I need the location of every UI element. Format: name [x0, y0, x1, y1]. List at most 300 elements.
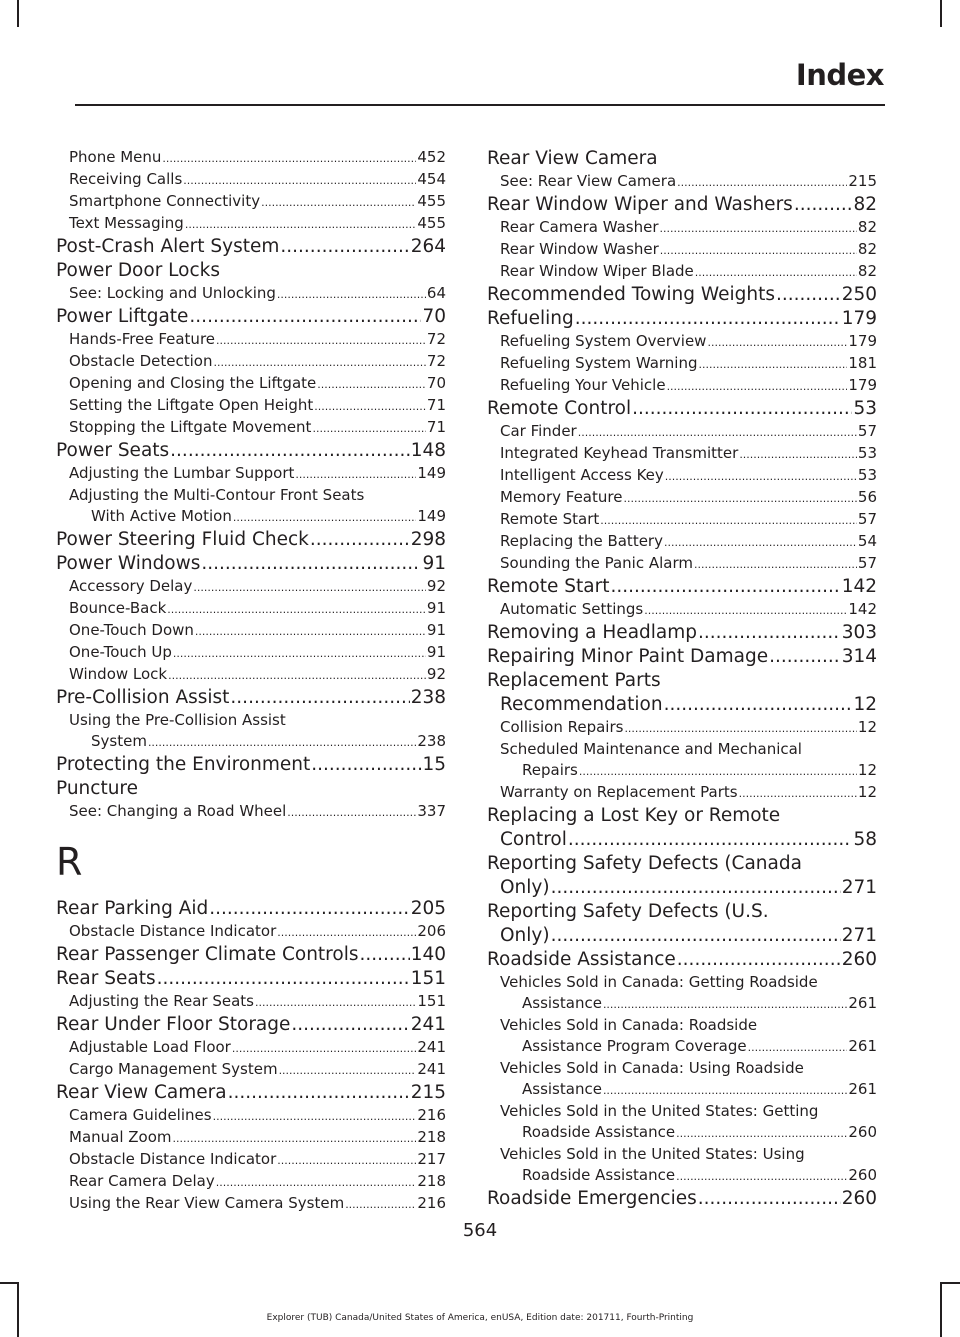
- dot-leader: [632, 397, 852, 421]
- entry-page-number: 91: [426, 599, 446, 617]
- footer-edition-text: Explorer (TUB) Canada/United States of America, enUSA, Edition date: 201711, Fourth-Printing: [266, 1313, 694, 1323]
- entry-text: Obstacle Distance Indicator: [69, 1150, 277, 1168]
- dot-leader: [551, 876, 841, 900]
- crop-mark-bottom-right-vertical: [940, 1282, 942, 1337]
- index-subentry: [56, 463, 446, 485]
- dot-leader: [279, 1060, 417, 1081]
- entry-page-number: 216: [417, 1194, 446, 1212]
- entry-text: Rear Passenger Climate Controls: [56, 944, 359, 965]
- dot-leader: [255, 992, 416, 1013]
- dot-leader: [707, 332, 847, 353]
- index-entry: [487, 645, 877, 669]
- index-subentry: [487, 171, 877, 193]
- page-number: 564: [462, 1220, 498, 1241]
- entry-page-number: 261: [848, 1037, 877, 1055]
- entry-text-continued: Roadside Assistance: [522, 1166, 676, 1184]
- entry-page-number: 271: [841, 925, 877, 946]
- dot-leader: [739, 783, 857, 804]
- entry-page-number: 149: [417, 507, 446, 525]
- entry-text: Vehicles Sold in the United States: Using: [500, 1145, 805, 1163]
- entry-text: Reporting Safety Defects (Canada: [487, 853, 802, 874]
- entry-page-number: 151: [417, 992, 446, 1010]
- entry-text: One-Touch Down: [69, 621, 194, 639]
- entry-text: Vehicles Sold in the United States: Getting: [500, 1102, 819, 1120]
- index-entry: [56, 753, 446, 777]
- dot-leader: [162, 148, 416, 169]
- dot-leader: [676, 1123, 847, 1144]
- index-subentry: [487, 972, 877, 1015]
- entry-text: One-Touch Up: [69, 643, 172, 661]
- entry-text-continued: Assistance: [522, 1080, 602, 1098]
- dot-leader: [699, 354, 848, 375]
- entry-text: Roadside Assistance: [487, 949, 676, 970]
- index-entry: [56, 528, 446, 552]
- entry-text: Manual Zoom: [69, 1128, 172, 1146]
- entry-page-number: 92: [426, 665, 446, 683]
- dot-leader: [277, 922, 416, 943]
- entry-page-number: 264: [410, 236, 446, 257]
- crop-mark-top-left-vertical: [17, 0, 19, 27]
- dot-leader: [277, 1150, 416, 1171]
- entry-text: Text Messaging: [69, 214, 184, 232]
- dot-leader: [312, 418, 425, 439]
- entry-text: Setting the Liftgate Open Height: [69, 396, 314, 414]
- page-title: Index: [795, 58, 884, 92]
- entry-page-number: 205: [410, 898, 446, 919]
- dot-leader: [345, 1194, 416, 1215]
- entry-text: Hands-Free Feature: [69, 330, 216, 348]
- entry-page-number: 57: [857, 422, 877, 440]
- dot-leader: [739, 444, 857, 465]
- index-subentry: [56, 373, 446, 395]
- entry-text-continued: Roadside Assistance: [522, 1123, 676, 1141]
- dot-leader: [698, 1187, 841, 1211]
- entry-text: Integrated Keyhead Transmitter: [500, 444, 739, 462]
- entry-text: Refueling System Warning: [500, 354, 698, 372]
- entry-text: Camera Guidelines: [69, 1106, 212, 1124]
- entry-page-number: 179: [848, 376, 877, 394]
- entry-text-continued: With Active Motion: [91, 507, 232, 525]
- entry-page-number: 57: [857, 554, 877, 572]
- entry-text: See: Rear View Camera: [500, 172, 677, 190]
- entry-text-continued: Assistance Program Coverage: [522, 1037, 747, 1055]
- entry-text: Replacement Parts: [487, 670, 661, 691]
- index-entry: [487, 397, 877, 421]
- entry-text: Vehicles Sold in Canada: Getting Roadside: [500, 973, 818, 991]
- index-subentry: [56, 1193, 446, 1215]
- index-entry: [487, 852, 877, 900]
- dot-leader: [317, 374, 426, 395]
- dot-leader: [623, 488, 856, 509]
- crop-mark-top-right-vertical: [940, 0, 942, 27]
- dot-leader: [216, 330, 426, 351]
- dot-leader: [624, 718, 856, 739]
- entry-text-continued: Assistance: [522, 994, 602, 1012]
- entry-page-number: 261: [848, 1080, 877, 1098]
- entry-page-number: 241: [417, 1038, 446, 1056]
- index-subentry: [56, 283, 446, 305]
- entry-text: Warranty on Replacement Parts: [500, 783, 738, 801]
- dot-leader: [277, 284, 426, 305]
- entry-page-number: 455: [417, 214, 446, 232]
- dot-leader: [232, 1038, 417, 1059]
- dot-leader: [280, 235, 409, 259]
- index-entry: [56, 259, 446, 283]
- index-subentry: [56, 485, 446, 528]
- entry-page-number: 12: [857, 718, 877, 736]
- dot-leader: [677, 172, 847, 193]
- title-rule: [75, 104, 885, 106]
- index-entry: [56, 235, 446, 259]
- index-entry: [487, 804, 877, 852]
- entry-page-number: 82: [853, 194, 877, 215]
- index-subentry: [487, 599, 877, 621]
- dot-leader: [311, 753, 421, 777]
- dot-leader: [157, 967, 410, 991]
- entry-text: Repairing Minor Paint Damage: [487, 646, 769, 667]
- index-subentry: [487, 1101, 877, 1144]
- entry-text: Using the Rear View Camera System: [69, 1194, 345, 1212]
- index-subentry: [487, 261, 877, 283]
- entry-text: Opening and Closing the Liftgate: [69, 374, 317, 392]
- entry-page-number: 58: [853, 829, 877, 850]
- entry-page-number: 54: [857, 532, 877, 550]
- dot-leader: [287, 802, 416, 823]
- entry-text: Smartphone Connectivity: [69, 192, 261, 210]
- crop-mark-bottom-left-horizontal: [0, 1282, 19, 1284]
- dot-leader: [579, 761, 857, 782]
- index-subentry: [487, 443, 877, 465]
- index-entry: [487, 283, 877, 307]
- index-column-right: [487, 147, 877, 1211]
- dot-leader: [173, 1128, 417, 1149]
- dot-leader: [314, 396, 426, 417]
- dot-leader: [310, 528, 410, 552]
- index-subentry: [56, 1127, 446, 1149]
- dot-leader: [209, 897, 409, 921]
- index-entry: [487, 1187, 877, 1211]
- index-subentry: [56, 991, 446, 1013]
- entry-text-continued: Repairs: [522, 761, 578, 779]
- dot-leader: [168, 665, 426, 686]
- index-entry: [487, 948, 877, 972]
- dot-leader: [148, 732, 416, 753]
- entry-text: Protecting the Environment: [56, 754, 311, 775]
- dot-leader: [603, 1080, 847, 1101]
- entry-text: Power Steering Fluid Check: [56, 529, 309, 550]
- index-entry: [487, 621, 877, 645]
- entry-page-number: 53: [857, 466, 877, 484]
- entry-page-number: 298: [410, 529, 446, 550]
- index-subentry: [487, 353, 877, 375]
- entry-text: Automatic Settings: [500, 600, 644, 618]
- dot-leader: [676, 1166, 847, 1187]
- dot-leader: [575, 307, 841, 331]
- index-subentry: [56, 213, 446, 235]
- entry-text: Scheduled Maintenance and Mechanical: [500, 740, 802, 758]
- entry-page-number: 179: [841, 308, 877, 329]
- entry-page-number: 91: [426, 643, 446, 661]
- entry-text: Car Finder: [500, 422, 577, 440]
- entry-text: Pre-Collision Assist: [56, 687, 230, 708]
- entry-text: Power Seats: [56, 440, 170, 461]
- entry-page-number: 260: [841, 1188, 877, 1209]
- dot-leader: [261, 192, 416, 213]
- entry-page-number: 218: [417, 1172, 446, 1190]
- dot-leader: [233, 507, 417, 528]
- entry-page-number: 218: [417, 1128, 446, 1146]
- entry-page-number: 15: [422, 754, 446, 775]
- index-subentry: [56, 801, 446, 823]
- index-subentry: [487, 739, 877, 782]
- index-subentry: [56, 1149, 446, 1171]
- dot-leader: [214, 352, 426, 373]
- index-entry: [56, 305, 446, 329]
- entry-page-number: 260: [841, 949, 877, 970]
- dot-leader: [664, 693, 853, 717]
- index-subentry: [56, 576, 446, 598]
- entry-page-number: 53: [857, 444, 877, 462]
- index-entry: [487, 307, 877, 331]
- entry-text: Stopping the Liftgate Movement: [69, 418, 312, 436]
- index-subentry: [487, 331, 877, 353]
- entry-page-number: 71: [426, 396, 446, 414]
- entry-text: Refueling: [487, 308, 574, 329]
- index-subentry: [487, 509, 877, 531]
- entry-page-number: 70: [422, 306, 446, 327]
- dot-leader: [185, 214, 417, 235]
- entry-page-number: 56: [857, 488, 877, 506]
- entry-text: Rear View Camera: [487, 148, 658, 169]
- dot-leader: [551, 924, 841, 948]
- entry-page-number: 250: [841, 284, 877, 305]
- dot-leader: [183, 170, 416, 191]
- index-entry: [56, 439, 446, 463]
- entry-page-number: 261: [848, 994, 877, 1012]
- entry-page-number: 181: [848, 354, 877, 372]
- index-entry: [56, 967, 446, 991]
- dot-leader: [195, 621, 426, 642]
- entry-text: Phone Menu: [69, 148, 162, 166]
- entry-text: Rear View Camera: [56, 1082, 227, 1103]
- dot-leader: [660, 218, 857, 239]
- index-subentry: [56, 921, 446, 943]
- index-subentry: [56, 1171, 446, 1193]
- entry-text: Roadside Emergencies: [487, 1188, 697, 1209]
- dot-leader: [568, 828, 853, 852]
- dot-leader: [216, 1172, 417, 1193]
- entry-page-number: 241: [410, 1014, 446, 1035]
- index-entry: [56, 552, 446, 576]
- index-subentry: [56, 417, 446, 439]
- entry-page-number: 260: [848, 1166, 877, 1184]
- dot-leader: [695, 262, 857, 283]
- index-entry: [56, 1013, 446, 1037]
- entry-text: Recommended Towing Weights: [487, 284, 775, 305]
- index-subentry: [56, 620, 446, 642]
- entry-text: Adjusting the Lumbar Support: [69, 464, 295, 482]
- entry-text: Refueling System Overview: [500, 332, 707, 350]
- entry-page-number: 149: [417, 464, 446, 482]
- entry-text: Collision Repairs: [500, 718, 624, 736]
- index-subentry: [56, 1059, 446, 1081]
- entry-text: Vehicles Sold in Canada: Using Roadside: [500, 1059, 804, 1077]
- entry-page-number: 271: [841, 877, 877, 898]
- entry-text: Replacing a Lost Key or Remote: [487, 805, 781, 826]
- entry-page-number: 303: [841, 622, 877, 643]
- index-subentry: [56, 329, 446, 351]
- dot-leader: [794, 193, 853, 217]
- entry-page-number: 82: [857, 218, 877, 236]
- index-subentry: [487, 553, 877, 575]
- index-subentry: [56, 351, 446, 373]
- dot-leader: [578, 422, 857, 443]
- entry-text: Adjusting the Multi-Contour Front Seats: [69, 486, 365, 504]
- dot-leader: [769, 645, 841, 669]
- dot-leader: [193, 577, 426, 598]
- entry-text: Power Windows: [56, 553, 201, 574]
- dot-leader: [644, 600, 847, 621]
- entry-text-continued: Only): [500, 925, 550, 946]
- index-subentry: [56, 191, 446, 213]
- dot-leader: [167, 599, 426, 620]
- entry-text: Obstacle Detection: [69, 352, 213, 370]
- index-subentry: [56, 642, 446, 664]
- entry-page-number: 238: [417, 732, 446, 750]
- entry-text-continued: Recommendation: [500, 694, 663, 715]
- index-subentry: [487, 717, 877, 739]
- entry-text: Refueling Your Vehicle: [500, 376, 666, 394]
- entry-text: Cargo Management System: [69, 1060, 278, 1078]
- entry-page-number: 72: [426, 352, 446, 370]
- dot-leader: [694, 554, 857, 575]
- dot-leader: [359, 943, 409, 967]
- index-subentry: [487, 782, 877, 804]
- entry-text: Vehicles Sold in Canada: Roadside: [500, 1016, 758, 1034]
- entry-text: Rear Window Wiper Blade: [500, 262, 694, 280]
- index-entry: [56, 1081, 446, 1105]
- entry-text: Replacing the Battery: [500, 532, 663, 550]
- entry-page-number: 91: [426, 621, 446, 639]
- section-letter-heading: R: [56, 840, 83, 884]
- entry-text: See: Changing a Road Wheel: [69, 802, 287, 820]
- index-column-left: [56, 147, 446, 1215]
- entry-page-number: 215: [848, 172, 877, 190]
- entry-page-number: 12: [853, 694, 877, 715]
- index-subentry: [56, 147, 446, 169]
- index-subentry: [56, 1037, 446, 1059]
- entry-text: Post-Crash Alert System: [56, 236, 280, 257]
- entry-text: Memory Feature: [500, 488, 623, 506]
- dot-leader: [201, 552, 421, 576]
- entry-page-number: 82: [857, 262, 877, 280]
- entry-text: Rear Window Wiper and Washers: [487, 194, 793, 215]
- dot-leader: [748, 1037, 848, 1058]
- entry-page-number: 57: [857, 510, 877, 528]
- index-subentry: [487, 465, 877, 487]
- index-subentry: [56, 664, 446, 686]
- index-subentry: [487, 217, 877, 239]
- index-subentry: [56, 395, 446, 417]
- index-entry: [56, 897, 446, 921]
- entry-page-number: 12: [857, 761, 877, 779]
- crop-mark-bottom-right-horizontal: [940, 1282, 960, 1284]
- entry-text: Power Liftgate: [56, 306, 189, 327]
- entry-text: Sounding the Panic Alarm: [500, 554, 693, 572]
- entry-page-number: 140: [410, 944, 446, 965]
- entry-text: Adjustable Load Floor: [69, 1038, 231, 1056]
- entry-text: Using the Pre-Collision Assist: [69, 711, 286, 729]
- entry-text: Remote Start: [500, 510, 600, 528]
- entry-text: Accessory Delay: [69, 577, 193, 595]
- entry-text: Reporting Safety Defects (U.S.: [487, 901, 769, 922]
- entry-page-number: 452: [417, 148, 446, 166]
- entry-page-number: 71: [426, 418, 446, 436]
- entry-page-number: 12: [857, 783, 877, 801]
- entry-page-number: 241: [417, 1060, 446, 1078]
- dot-leader: [698, 621, 841, 645]
- entry-page-number: 82: [857, 240, 877, 258]
- index-entry: [487, 669, 877, 717]
- index-subentry: [56, 169, 446, 191]
- entry-page-number: 455: [417, 192, 446, 210]
- dot-leader: [173, 643, 426, 664]
- entry-text: Obstacle Distance Indicator: [69, 922, 277, 940]
- dot-leader: [291, 1013, 409, 1037]
- index-entry: [487, 193, 877, 217]
- dot-leader: [665, 466, 857, 487]
- entry-text: Receiving Calls: [69, 170, 183, 188]
- entry-page-number: 314: [841, 646, 877, 667]
- entry-text: Rear Seats: [56, 968, 156, 989]
- entry-page-number: 215: [410, 1082, 446, 1103]
- index-subentry: [487, 375, 877, 397]
- entry-text: Rear Window Washer: [500, 240, 659, 258]
- entry-text: Adjusting the Rear Seats: [69, 992, 254, 1010]
- entry-page-number: 142: [841, 576, 877, 597]
- entry-text: See: Locking and Unlocking: [69, 284, 276, 302]
- entry-text: Rear Camera Delay: [69, 1172, 215, 1190]
- dot-leader: [660, 240, 857, 261]
- entry-page-number: 454: [417, 170, 446, 188]
- index-subentry: [487, 421, 877, 443]
- entry-page-number: 260: [848, 1123, 877, 1141]
- entry-page-number: 216: [417, 1106, 446, 1124]
- index-subentry: [487, 531, 877, 553]
- dot-leader: [610, 575, 840, 599]
- entry-page-number: 91: [422, 553, 446, 574]
- index-entry: [487, 147, 877, 171]
- index-subentry: [56, 1105, 446, 1127]
- index-entry: [487, 575, 877, 599]
- index-subentry: [487, 487, 877, 509]
- entry-text: Puncture: [56, 778, 139, 799]
- entry-text: Rear Under Floor Storage: [56, 1014, 291, 1035]
- dot-leader: [170, 439, 410, 463]
- entry-text-continued: System: [91, 732, 147, 750]
- index-entry: [487, 900, 877, 948]
- index-entry: [56, 777, 446, 801]
- dot-leader: [189, 305, 421, 329]
- index-subentry: [487, 1015, 877, 1058]
- entry-page-number: 53: [853, 398, 877, 419]
- crop-mark-bottom-left-vertical: [17, 1282, 19, 1337]
- entry-page-number: 179: [848, 332, 877, 350]
- entry-page-number: 151: [410, 968, 446, 989]
- index-subentry: [487, 239, 877, 261]
- index-subentry: [56, 598, 446, 620]
- entry-text: Intelligent Access Key: [500, 466, 664, 484]
